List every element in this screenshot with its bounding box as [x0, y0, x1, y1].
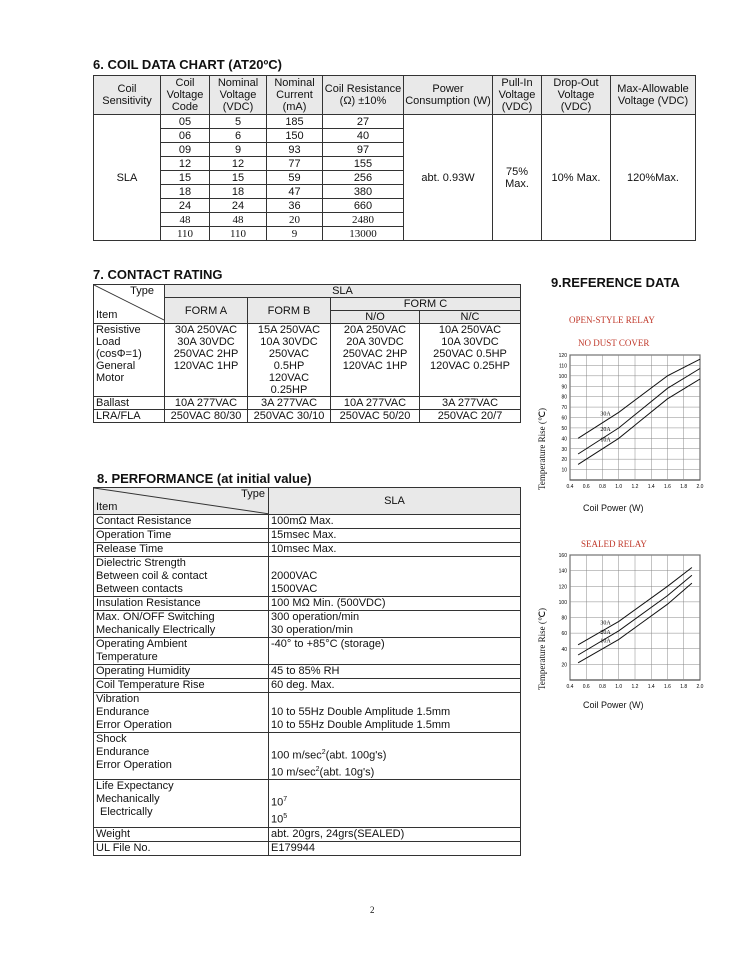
contact-cell: 250VAC 20/7: [420, 410, 521, 423]
chart-open-title: OPEN-STYLE RELAY: [569, 315, 655, 325]
text-fragment: (abt. 100g's): [325, 749, 387, 762]
table-row: [94, 665, 521, 679]
table-row: [94, 597, 521, 611]
text-line: -40° to +85°C (storage): [271, 638, 385, 650]
series-line-30a: [578, 359, 700, 438]
x-tick-label: 0.8: [599, 484, 606, 490]
y-tick-label: 100: [558, 373, 567, 380]
text-line: 20A 250VAC: [343, 324, 407, 336]
text-line: Between coil & contact: [96, 570, 208, 582]
coil-cell: 47: [267, 185, 323, 199]
perf-item-cell: [94, 529, 269, 543]
chart-open-subtitle: NO DUST COVER: [578, 338, 650, 348]
text-line: Contact Resistance: [96, 515, 192, 527]
coil-header-power: Power Consumption (W): [404, 76, 493, 115]
y-tick-label: 120: [558, 353, 567, 359]
text-line: 10A 250VAC: [438, 324, 502, 336]
perf-type-label: Type: [241, 488, 265, 500]
contact-form-b-header: FORM B: [248, 298, 331, 324]
coil-section-title: 6. COIL DATA CHART (AT20ºC): [93, 57, 282, 72]
contact-no-header: N/O: [331, 311, 420, 324]
text-line: 250VAC 0.5HP: [433, 348, 507, 360]
coil-cell: 256: [323, 171, 404, 185]
coil-cell: 110: [161, 227, 210, 241]
performance-section-title: 8. PERFORMANCE (at initial value): [97, 471, 312, 486]
text-line: 20A 30VDC: [346, 336, 404, 348]
contact-rating-table: [93, 284, 521, 423]
contact-header-row: [94, 285, 521, 298]
text-line: [271, 793, 518, 810]
x-tick-label: 1.4: [647, 684, 655, 690]
perf-item-cell: [94, 638, 269, 665]
chart-sealed-title: SEALED RELAY: [581, 539, 647, 549]
chart-open-ylabel: Temperature Rise (℃): [537, 408, 547, 490]
contact-no-values: [331, 324, 420, 397]
text-line: 100 MΩ Min. (500VDC): [271, 597, 386, 609]
chart-open-xlabel: Coil Power (W): [583, 503, 644, 513]
text-line: 10msec Max.: [271, 543, 337, 555]
perf-item-cell: [94, 543, 269, 557]
table-row: [94, 841, 521, 855]
coil-cell: 59: [267, 171, 323, 185]
table-row: [94, 557, 521, 597]
y-tick-label: 40: [561, 436, 567, 443]
text-fragment: 100 m/sec: [271, 749, 322, 762]
text-line: 30 operation/min: [271, 624, 353, 636]
perf-item-cell: [94, 597, 269, 611]
perf-item-cell: Weight: [94, 827, 269, 841]
series-label-10a: 10A: [600, 638, 611, 645]
text-line: 250VAC 2HP: [342, 348, 408, 360]
coil-cell: 24: [210, 199, 267, 213]
contact-cell: 3A 277VAC: [248, 397, 331, 410]
x-tick-label: 1.4: [647, 484, 655, 490]
contact-ballast-row: [94, 397, 521, 410]
coil-cell: 15: [210, 171, 267, 185]
perf-value-cell: [269, 557, 521, 597]
contact-form-a-header: FORM A: [165, 298, 248, 324]
coil-cell: 2480: [323, 213, 404, 227]
x-tick-label: 0.4: [566, 484, 574, 490]
perf-item-cell: [94, 679, 269, 693]
coil-cell: 97: [323, 143, 404, 157]
coil-cell: 36: [267, 199, 323, 213]
text-line: Shock: [96, 733, 127, 745]
coil-cell: 05: [161, 115, 210, 129]
text-line: [271, 693, 518, 706]
text-line: [271, 763, 518, 780]
series-label-20a: 20A: [600, 629, 611, 636]
coil-cell: 18: [161, 185, 210, 199]
coil-cell: 660: [323, 199, 404, 213]
perf-value-cell: [269, 693, 521, 733]
coil-cell: 40: [323, 129, 404, 143]
text-line: Resistive: [96, 324, 141, 336]
table-row: [94, 529, 521, 543]
text-line: Motor: [96, 372, 125, 384]
x-tick-label: 1.2: [631, 684, 639, 690]
contact-cell: 10A 277VAC: [331, 397, 420, 410]
coil-cell: 380: [323, 185, 404, 199]
perf-value-cell: [269, 780, 521, 827]
series-line-10a: [578, 379, 700, 464]
series-line-20a: [578, 369, 700, 455]
y-tick-label: 140: [558, 568, 567, 575]
text-line: 15A 250VAC: [257, 324, 321, 336]
coil-cell: 12: [210, 157, 267, 171]
text-line: [271, 810, 518, 827]
perf-value-cell: [269, 529, 521, 543]
coil-cell: 13000: [323, 227, 404, 241]
contact-nc-header: N/C: [420, 311, 521, 324]
coil-cell: 9: [267, 227, 323, 241]
perf-item-label: Item: [96, 501, 118, 513]
chart-sealed-xlabel: Coil Power (W): [583, 700, 644, 710]
y-tick-label: 60: [561, 631, 567, 638]
contact-cell: 10A 277VAC: [165, 397, 248, 410]
text-line: Max. ON/OFF Switching: [96, 611, 215, 623]
coil-data-table: [93, 75, 696, 241]
x-tick-label: 1.6: [664, 484, 671, 490]
page-number: 2: [370, 905, 375, 915]
coil-cell: 48: [161, 213, 210, 227]
text-fragment: 10 m/sec: [271, 766, 316, 779]
text-line: (cosΦ=1): [96, 348, 142, 360]
text-fragment: 10: [271, 796, 284, 809]
text-line: Mechanically: [96, 793, 160, 806]
x-tick-label: 0.6: [582, 484, 590, 490]
coil-cell: 150: [267, 129, 323, 143]
series-label-30a: 30A: [600, 620, 611, 627]
coil-cell: 27: [323, 115, 404, 129]
coil-pull-in-cell: 75% Max.: [493, 115, 542, 241]
coil-power-cell: abt. 0.93W: [404, 115, 493, 241]
y-tick-label: 40: [561, 646, 567, 653]
text-line: 2000VAC: [271, 570, 318, 582]
y-tick-label: 20: [561, 662, 567, 669]
x-tick-label: 1.6: [664, 684, 671, 690]
table-row: [94, 693, 521, 733]
table-row: [94, 827, 521, 841]
coil-cell: 24: [161, 199, 210, 213]
contact-section-title: 7. CONTACT RATING: [93, 267, 223, 282]
coil-header-resistance: Coil Resistance (Ω) ±10%: [323, 76, 404, 115]
contact-resistive-row: [94, 324, 521, 397]
coil-cell: 155: [323, 157, 404, 171]
coil-cell: 09: [161, 143, 210, 157]
text-line: [271, 557, 518, 570]
perf-value-cell: [269, 638, 521, 665]
y-tick-label: 20: [561, 457, 567, 464]
coil-cell: 185: [267, 115, 323, 129]
text-line: Mechanically Electrically: [96, 624, 216, 636]
text-line: Dielectric Strength: [96, 557, 186, 569]
open-style-relay-chart: [540, 350, 710, 495]
coil-max-allowable-cell: 120%Max.: [611, 115, 696, 241]
perf-value-cell: [269, 733, 521, 780]
series-label-30a: 30A: [600, 411, 611, 418]
coil-header-nominal-current: Nominal Current (mA): [267, 76, 323, 115]
y-tick-label: 160: [558, 553, 567, 559]
text-line: Coil Temperature Rise: [96, 679, 205, 691]
perf-corner-cell: [94, 488, 269, 515]
series-label-10a: 10A: [600, 437, 611, 444]
coil-cell: 5: [210, 115, 267, 129]
x-tick-label: 0.8: [599, 684, 606, 690]
text-line: 250VAC 2HP: [173, 348, 239, 360]
perf-sla-header: SLA: [269, 488, 521, 515]
contact-diagonal-header: [94, 285, 164, 321]
contact-cell: 250VAC 80/30: [165, 410, 248, 423]
y-tick-label: 60: [561, 415, 567, 422]
x-tick-label: 1.0: [615, 684, 623, 690]
perf-diagonal-header: [94, 488, 268, 514]
x-tick-label: 1.0: [615, 484, 623, 490]
superscript: 2: [321, 749, 326, 756]
table-row: [94, 543, 521, 557]
series-label-20a: 20A: [600, 426, 611, 433]
text-line: Temperature: [96, 651, 158, 663]
text-line: 45 to 85% RH: [271, 665, 340, 677]
text-fragment: (abt. 10g's): [319, 766, 375, 779]
text-line: 30A 250VAC: [174, 324, 238, 336]
contact-form-a-values: [165, 324, 248, 397]
y-tick-label: 70: [561, 405, 567, 412]
x-tick-label: 1.8: [680, 684, 688, 690]
coil-cell: 06: [161, 129, 210, 143]
perf-item-cell: [94, 515, 269, 529]
text-line: 30A 30VDC: [177, 336, 235, 348]
text-line: Life Expectancy: [96, 780, 174, 793]
text-line: [271, 733, 518, 746]
text-line: 120VAC 1HP: [342, 360, 408, 372]
x-tick-label: 1.2: [631, 484, 639, 490]
perf-item-cell: [94, 611, 269, 638]
coil-header-row: [94, 76, 696, 115]
text-fragment: 10: [271, 813, 284, 826]
perf-item-cell: [94, 780, 269, 827]
perf-value-cell: [269, 679, 521, 693]
superscript: 5: [283, 812, 288, 820]
text-line: Operating Humidity: [96, 665, 191, 677]
coil-header-pull-in: Pull-In Voltage (VDC): [493, 76, 542, 115]
contact-ballast-label: Ballast: [94, 397, 165, 410]
coil-cell: 18: [210, 185, 267, 199]
y-tick-label: 120: [558, 584, 567, 591]
text-line: 15msec Max.: [271, 529, 337, 541]
text-line: 10 to 55Hz Double Amplitude 1.5mm: [271, 719, 451, 731]
perf-value-cell: E179944: [269, 841, 521, 855]
text-line: 0.5HP: [273, 360, 305, 372]
contact-sla-header: SLA: [165, 285, 521, 298]
perf-value-cell: [269, 515, 521, 529]
text-line: Release Time: [96, 543, 164, 555]
text-line: General: [96, 360, 136, 372]
x-tick-label: 2.0: [696, 684, 704, 690]
text-line: Error Operation: [96, 719, 172, 731]
table-row: [94, 733, 521, 780]
table-row: [94, 515, 521, 529]
perf-body: [94, 515, 521, 733]
y-tick-label: 30: [561, 446, 567, 453]
coil-header-drop-out: Drop-Out Voltage (VDC): [542, 76, 611, 115]
text-line: [271, 746, 518, 763]
chart-sealed-ylabel: Temperature Rise (℃): [537, 608, 547, 690]
y-tick-label: 100: [558, 599, 567, 606]
text-line: 120VAC 1HP: [173, 360, 239, 372]
text-line: 60 deg. Max.: [271, 679, 335, 691]
y-tick-label: 110: [559, 363, 567, 370]
text-line: 1500VAC: [271, 583, 318, 595]
superscript: 2: [315, 765, 320, 773]
coil-header-max-allowable: Max-Allowable Voltage (VDC): [611, 76, 696, 115]
y-tick-label: 50: [561, 425, 567, 432]
coil-header-nominal-voltage: Nominal Voltage (VDC): [210, 76, 267, 115]
coil-cell: 6: [210, 129, 267, 143]
contact-lra-row: [94, 410, 521, 423]
perf-item-cell: [94, 557, 269, 597]
table-row: [94, 780, 521, 827]
text-line: 100mΩ Max.: [271, 515, 334, 527]
contact-resistive-label: [94, 324, 165, 397]
sealed-relay-chart: [540, 550, 710, 695]
superscript: 7: [283, 796, 288, 804]
coil-cell: 9: [210, 143, 267, 157]
coil-header-code: Coil Voltage Code: [161, 76, 210, 115]
contact-corner-cell: [94, 285, 165, 324]
contact-cell: 3A 277VAC: [420, 397, 521, 410]
contact-cell: 250VAC 30/10: [248, 410, 331, 423]
perf-item-cell: [94, 693, 269, 733]
text-line: Between contacts: [96, 583, 183, 595]
text-line: Insulation Resistance: [96, 597, 201, 609]
perf-value-cell: abt. 20grs, 24grs(SEALED): [269, 827, 521, 841]
text-line: 10A 30VDC: [441, 336, 499, 348]
coil-cell: 77: [267, 157, 323, 171]
y-tick-label: 80: [561, 394, 567, 401]
contact-form-b-values: [248, 324, 331, 397]
text-line: 10 to 55Hz Double Amplitude 1.5mm: [271, 706, 451, 718]
contact-lra-label: LRA/FLA: [94, 410, 165, 423]
perf-item-cell: [94, 665, 269, 679]
text-line: 120VAC 0.25HP: [430, 360, 510, 372]
perf-value-cell: [269, 665, 521, 679]
table-row: [94, 679, 521, 693]
contact-nc-values: [420, 324, 521, 397]
text-line: Error Operation: [96, 759, 172, 771]
perf-item-cell: UL File No.: [94, 841, 269, 855]
contact-form-c-header: FORM C: [331, 298, 521, 311]
x-tick-label: 0.6: [582, 684, 590, 690]
text-line: 300 operation/min: [271, 611, 360, 623]
text-line: 250VAC: [268, 348, 310, 360]
coil-header-sensitivity: Coil Sensitivity: [94, 76, 161, 115]
y-tick-label: 10: [561, 467, 567, 474]
text-line: Endurance: [96, 706, 150, 718]
contact-cell: 250VAC 50/20: [331, 410, 420, 423]
performance-table: [93, 487, 521, 856]
text-line: 10A 30VDC: [260, 336, 318, 348]
text-line: [271, 780, 518, 793]
perf-item-cell: [94, 733, 269, 780]
text-line: Load: [96, 336, 121, 348]
coil-cell: 48: [210, 213, 267, 227]
text-line: Operating Ambient: [96, 638, 188, 650]
coil-row: [94, 115, 696, 129]
x-tick-label: 1.8: [680, 484, 688, 490]
perf-value-cell: [269, 597, 521, 611]
coil-cell: 93: [267, 143, 323, 157]
perf-value-cell: [269, 611, 521, 638]
coil-cell: 20: [267, 213, 323, 227]
contact-type-label: Type: [130, 285, 154, 297]
coil-cell: 110: [210, 227, 267, 241]
x-tick-label: 0.4: [566, 684, 574, 690]
text-line: Vibration: [96, 693, 140, 705]
table-row: [94, 611, 521, 638]
text-line: 0.25HP: [270, 384, 308, 396]
perf-value-cell: [269, 543, 521, 557]
text-line: Endurance: [96, 746, 150, 758]
coil-cell: 12: [161, 157, 210, 171]
y-tick-label: 80: [561, 615, 567, 622]
text-line: 120VAC: [268, 372, 310, 384]
coil-cell: 15: [161, 171, 210, 185]
reference-section-title: 9.REFERENCE DATA: [551, 275, 680, 290]
y-tick-label: 90: [561, 384, 567, 391]
x-tick-label: 2.0: [696, 484, 704, 490]
perf-header-row: [94, 488, 521, 515]
coil-drop-out-cell: 10% Max.: [542, 115, 611, 241]
coil-sensitivity-cell: SLA: [94, 115, 161, 241]
contact-item-label: Item: [96, 309, 118, 321]
text-line: Electrically: [100, 806, 153, 819]
text-line: Operation Time: [96, 529, 172, 541]
table-row: [94, 638, 521, 665]
